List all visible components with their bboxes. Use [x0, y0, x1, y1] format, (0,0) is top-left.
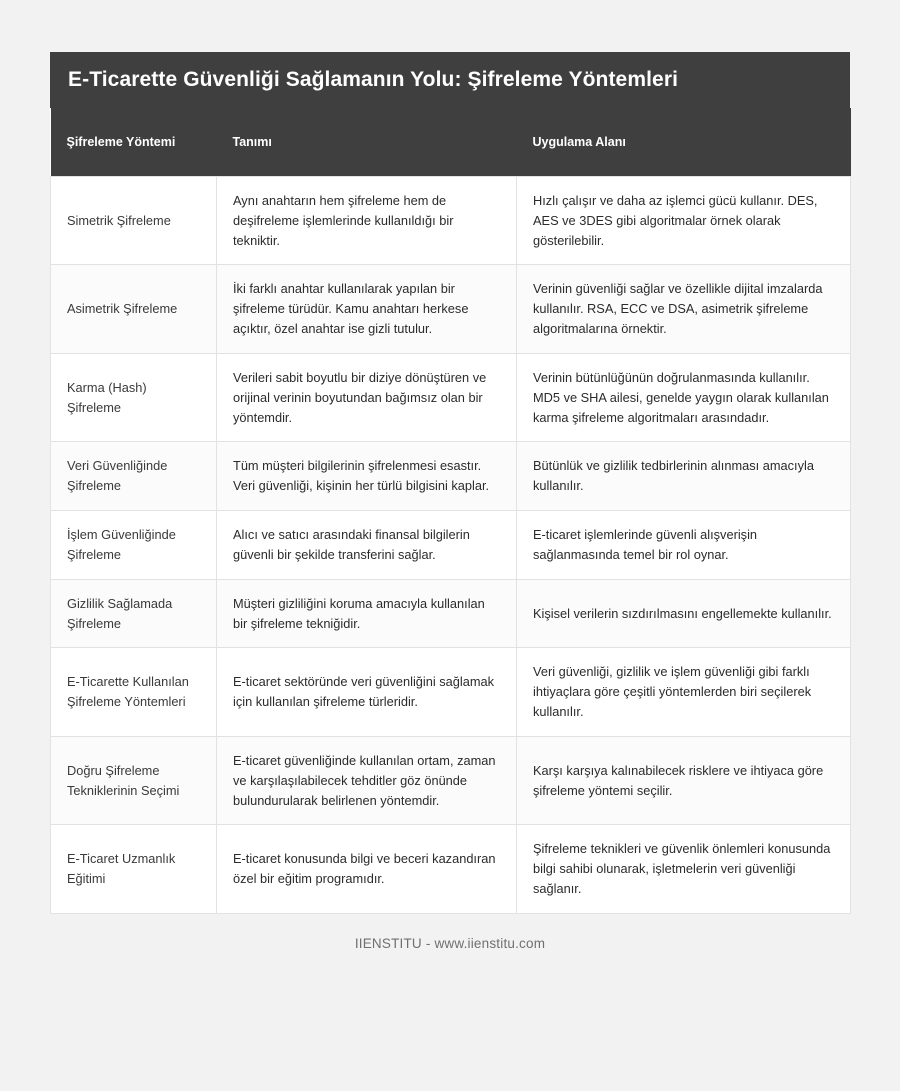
cell-application: Şifreleme teknikleri ve güvenlik önlemleri konusunda bilgi sahibi olunarak, işletmelerin veri güvenliği sağlanır.	[517, 825, 851, 913]
cell-method: Simetrik Şifreleme	[51, 177, 217, 265]
cell-definition: Aynı anahtarın hem şifreleme hem de deşifreleme işlemlerinde kullanıldığı bir tekniktir.	[217, 177, 517, 265]
cell-method: Gizlilik Sağlamada Şifreleme	[51, 579, 217, 648]
document-title-bar	[50, 52, 850, 108]
encryption-methods-table	[50, 108, 851, 914]
cell-definition: E-ticaret güvenliğinde kullanılan ortam, zaman ve karşılaşılabilecek tehditler göz önünde bulundurularak belirlenen yöntemdir.	[217, 736, 517, 824]
cell-application: Veri güvenliği, gizlilik ve işlem güvenliği gibi farklı ihtiyaçlara göre çeşitli yöntemlerden biri seçilerek kullanılır.	[517, 648, 851, 736]
cell-method: E-Ticaret Uzmanlık Eğitimi	[51, 825, 217, 913]
table-row	[51, 353, 851, 441]
table-row	[51, 177, 851, 265]
table-header-row	[51, 108, 851, 177]
cell-definition: Verileri sabit boyutlu bir diziye dönüştüren ve orijinal verinin boyutundan bağımsız olan bir yöntemdir.	[217, 353, 517, 441]
cell-definition: E-ticaret sektöründe veri güvenliğini sağlamak için kullanılan şifreleme türleridir.	[217, 648, 517, 736]
cell-method: E-Ticarette Kullanılan Şifreleme Yöntemleri	[51, 648, 217, 736]
cell-application: Bütünlük ve gizlilik tedbirlerinin alınması amacıyla kullanılır.	[517, 442, 851, 511]
table-row	[51, 442, 851, 511]
cell-method: Veri Güvenliğinde Şifreleme	[51, 442, 217, 511]
cell-application: Verinin güvenliği sağlar ve özellikle dijital imzalarda kullanılır. RSA, ECC ve DSA, asimetrik şifreleme algoritmalarına örnektir.	[517, 265, 851, 353]
cell-definition: Tüm müşteri bilgilerinin şifrelenmesi esastır. Veri güvenliği, kişinin her türlü bilgisini kaplar.	[217, 442, 517, 511]
cell-application: Karşı karşıya kalınabilecek risklere ve ihtiyaca göre şifreleme yöntemi seçilir.	[517, 736, 851, 824]
table-row	[51, 648, 851, 736]
cell-definition: E-ticaret konusunda bilgi ve beceri kazandıran özel bir eğitim programıdır.	[217, 825, 517, 913]
table-row	[51, 579, 851, 648]
cell-application: Kişisel verilerin sızdırılmasını engellemekte kullanılır.	[517, 579, 851, 648]
table-row	[51, 736, 851, 824]
table-row	[51, 825, 851, 913]
column-header-definition: Tanımı	[217, 108, 517, 177]
column-header-method: Şifreleme Yöntemi	[51, 108, 217, 177]
cell-method: Karma (Hash) Şifreleme	[51, 353, 217, 441]
page-title: E-Ticarette Güvenliği Sağlamanın Yolu: Şifreleme Yöntemleri	[68, 68, 679, 92]
cell-definition: Alıcı ve satıcı arasındaki finansal bilgilerin güvenli bir şekilde transferini sağlar.	[217, 511, 517, 580]
cell-definition: Müşteri gizliliğini koruma amacıyla kullanılan bir şifreleme tekniğidir.	[217, 579, 517, 648]
cell-definition: İki farklı anahtar kullanılarak yapılan bir şifreleme türüdür. Kamu anahtarı herkese açıktır, özel anahtar ise gizli tutulur.	[217, 265, 517, 353]
table-row	[51, 265, 851, 353]
cell-method: İşlem Güvenliğinde Şifreleme	[51, 511, 217, 580]
cell-application: Hızlı çalışır ve daha az işlemci gücü kullanır. DES, AES ve 3DES gibi algoritmalar örnek olarak gösterilebilir.	[517, 177, 851, 265]
footer-credit: IIENSTITU - www.iienstitu.com	[354, 935, 546, 951]
table-row	[51, 511, 851, 580]
cell-application: Verinin bütünlüğünün doğrulanmasında kullanılır. MD5 ve SHA ailesi, genelde yaygın olarak kullanılan karma şifreleme algoritmaları arasındadır.	[517, 353, 851, 441]
cell-method: Doğru Şifreleme Tekniklerinin Seçimi	[51, 736, 217, 824]
table-header	[51, 108, 851, 177]
column-header-application: Uygulama Alanı	[517, 108, 851, 177]
table-body	[51, 177, 851, 914]
cell-application: E-ticaret işlemlerinde güvenli alışverişin sağlanmasında temel bir rol oynar.	[517, 511, 851, 580]
cell-method: Asimetrik Şifreleme	[51, 265, 217, 353]
